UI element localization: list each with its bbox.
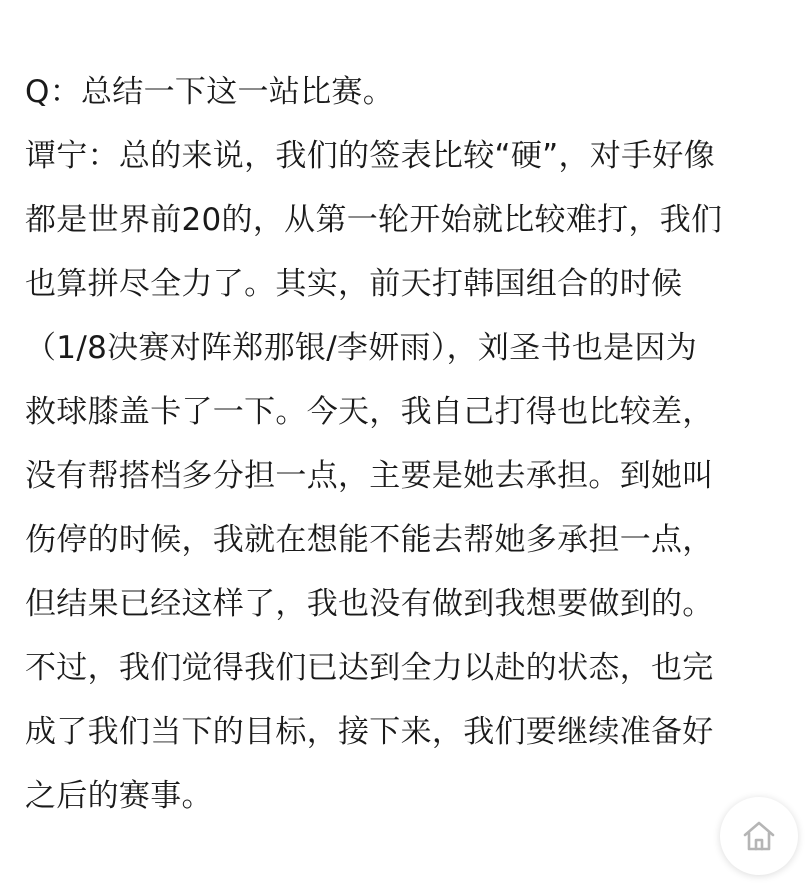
article-line: 救球膝盖卡了一下。今天，我自己打得也比较差，: [25, 394, 714, 430]
article-line: 但结果已经这样了，我也没有做到我想要做到的。: [25, 586, 714, 622]
article-line: 伤停的时候，我就在想能不能去帮她多承担一点，: [25, 522, 714, 558]
article-line: 不过，我们觉得我们已达到全力以赴的状态，也完: [25, 650, 714, 686]
article-body: [25, 60, 795, 828]
article-line: 都是世界前20的，从第一轮开始就比较难打，我们: [25, 202, 723, 238]
article-line: 没有帮搭档多分担一点，主要是她去承担。到她叫: [25, 458, 714, 494]
article-line: 谭宁：总的来说，我们的签表比较“硬”，对手好像: [25, 138, 716, 174]
article-line: 成了我们当下的目标，接下来，我们要继续准备好: [25, 714, 714, 750]
article-line: 也算拼尽全力了。其实，前天打韩国组合的时候: [25, 266, 683, 302]
article-line: 之后的赛事。: [25, 778, 213, 814]
home-icon: [741, 818, 777, 854]
home-button[interactable]: [720, 797, 798, 875]
article-line-question: Q：总结一下这一站比赛。: [25, 74, 394, 110]
article-line: （1/8决赛对阵郑那银/李妍雨），刘圣书也是因为: [25, 330, 698, 366]
